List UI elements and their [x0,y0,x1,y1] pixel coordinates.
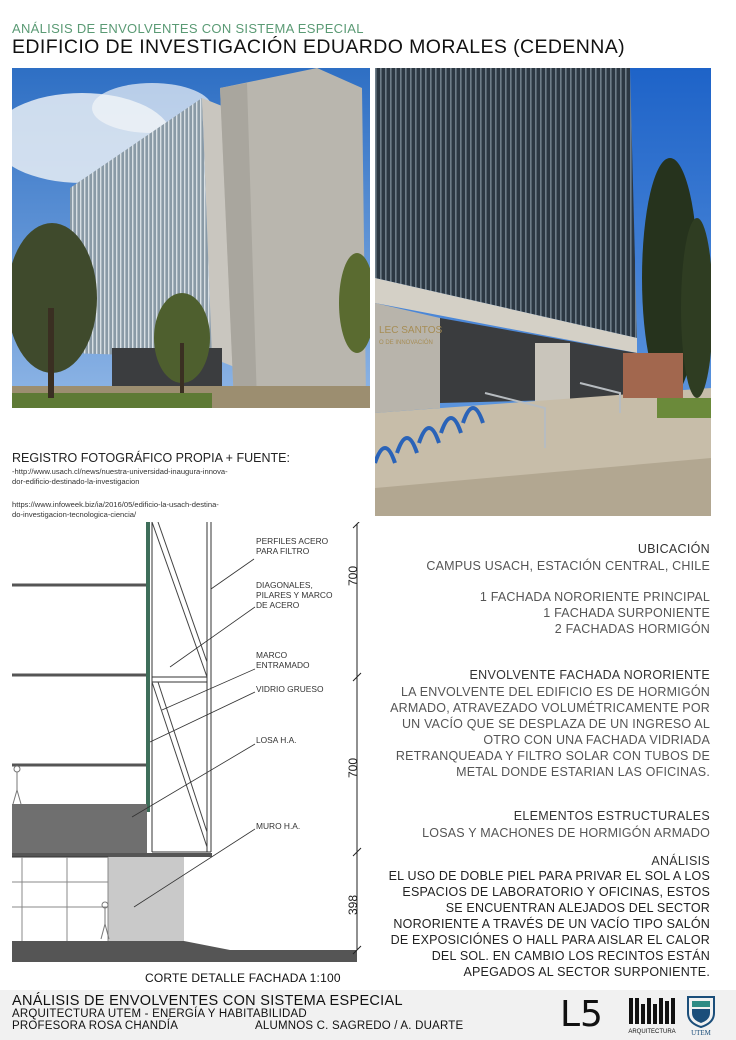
source-url-1b: dor-edificio-destinado-la-investigacion [12,477,140,486]
level-label: L5 [560,994,603,1035]
envolvente-line-1: LA ENVOLVENTE DEL EDIFICIO ES DE HORMIGÓN [401,685,710,699]
footer-students: ALUMNOS C. SAGREDO / A. DUARTE [255,1020,464,1032]
facade-count-1: 1 FACHADA NORORIENTE PRINCIPAL [479,590,710,604]
analisis-line-1: EL USO DE DOBLE PIEL PARA PRIVAR EL SOL A LOS [388,869,710,883]
analisis-line-3: SE ENCUENTRAN ALEJADOS DEL SECTOR [445,901,710,915]
ubicacion-title: UBICACIÓN [637,542,710,556]
analisis-line-4: NORORIENTE A TRAVÉS DE UN VACÍO TIPO SALÓN [393,917,710,931]
building-photo-1 [12,68,370,408]
facade-count-2: 1 FACHADA SURPONIENTE [543,606,710,620]
analisis-line-6: DEL SOL. EN CAMBIO LOS RECINTOS ESTÁN [431,949,710,963]
envolvente-line-4: OTRO CON UNA FACHADA VIDRIADA [483,733,710,747]
envolvente-line-6: METAL DONDE ESTARIAN LAS OFICINAS. [456,765,710,779]
detail-caption: CORTE DETALLE FACHADA 1:100 [145,971,341,985]
page-title: EDIFICIO DE INVESTIGACIÓN EDUARDO MORALES (CEDENNA) [12,36,626,58]
arquitectura-logo-text: ARQUITECTURA [628,1029,676,1035]
analisis-line-5: DE EXPOSICIÓNES O HALL PARA AISLAR EL CALOR [390,933,710,947]
facade-count-3: 2 FACHADAS HORMIGÓN [554,622,710,636]
utem-logo-text: UTEM [691,1029,711,1037]
arquitectura-logo [626,996,678,1036]
label-muro: MURO H.A. [256,821,301,831]
photo2-sign-line2: O DE INNOVACIÓN [379,340,433,346]
footer-teacher: PROFESORA ROSA CHANDÍA [12,1020,179,1032]
dimension-3: 398 [346,894,360,915]
label-losa: LOSA H.A. [256,735,297,745]
estructurales-title: ELEMENTOS ESTRUCTURALES [513,809,710,823]
analisis-title: ANÁLISIS [651,854,710,868]
envolvente-line-5: RETRANQUEADA Y FILTRO SOLAR CON TUBOS DE [395,749,710,763]
footer-course: ARQUITECTURA UTEM - ENERGÍA Y HABITABILIDAD [12,1008,307,1020]
label-diagonales: DIAGONALES, PILARES Y MARCO DE ACERO [256,580,333,610]
photo2-sign-line1: LEC SANTOS [379,325,443,336]
label-perfiles-acero: PERFILES ACERO PARA FILTRO [256,536,329,556]
estructurales-text: LOSAS Y MACHONES DE HORMIGÓN ARMADO [422,826,710,840]
envolvente-line-2: ARMADO, ATRAVEZADO VOLUMÉTRICAMENTE POR [390,701,710,715]
sources-heading: REGISTRO FOTOGRÁFICO PROPIA + FUENTE: [12,451,290,465]
source-url-2b: do-investigacion-tecnologica-ciencia/ [12,510,137,519]
label-marco-entramado: MARCO ENTRAMADO [256,650,310,670]
utem-logo [684,995,718,1037]
envolvente-line-3: UN VACÍO QUE SE DESPLAZA DE UN INGRESO AL [401,717,710,731]
analisis-line-7: APEGADOS AL SECTOR SURPONIENTE. [463,965,710,979]
page-subtitle: ANÁLISIS DE ENVOLVENTES CON SISTEMA ESPECIAL [12,21,364,36]
analisis-line-2: ESPACIOS DE LABORATORIO Y OFICINAS, ESTOS [402,885,710,899]
ubicacion-text: CAMPUS USACH, ESTACIÓN CENTRAL, CHILE [426,559,710,573]
building-photo-2 [375,68,711,516]
source-url-2a: https://www.infoweek.biz/ia/2016/05/edificio-la-usach-destina- [12,500,219,509]
label-vidrio-grueso: VIDRIO GRUESO [256,684,324,694]
footer-title: ANÁLISIS DE ENVOLVENTES CON SISTEMA ESPECIAL [12,993,403,1009]
dimension-1: 700 [346,565,360,586]
envolvente-title: ENVOLVENTE FACHADA NORORIENTE [469,668,710,682]
source-url-1a: -http://www.usach.cl/news/nuestra-universidad-inaugura-innova- [12,467,228,476]
dimension-2: 700 [346,757,360,778]
